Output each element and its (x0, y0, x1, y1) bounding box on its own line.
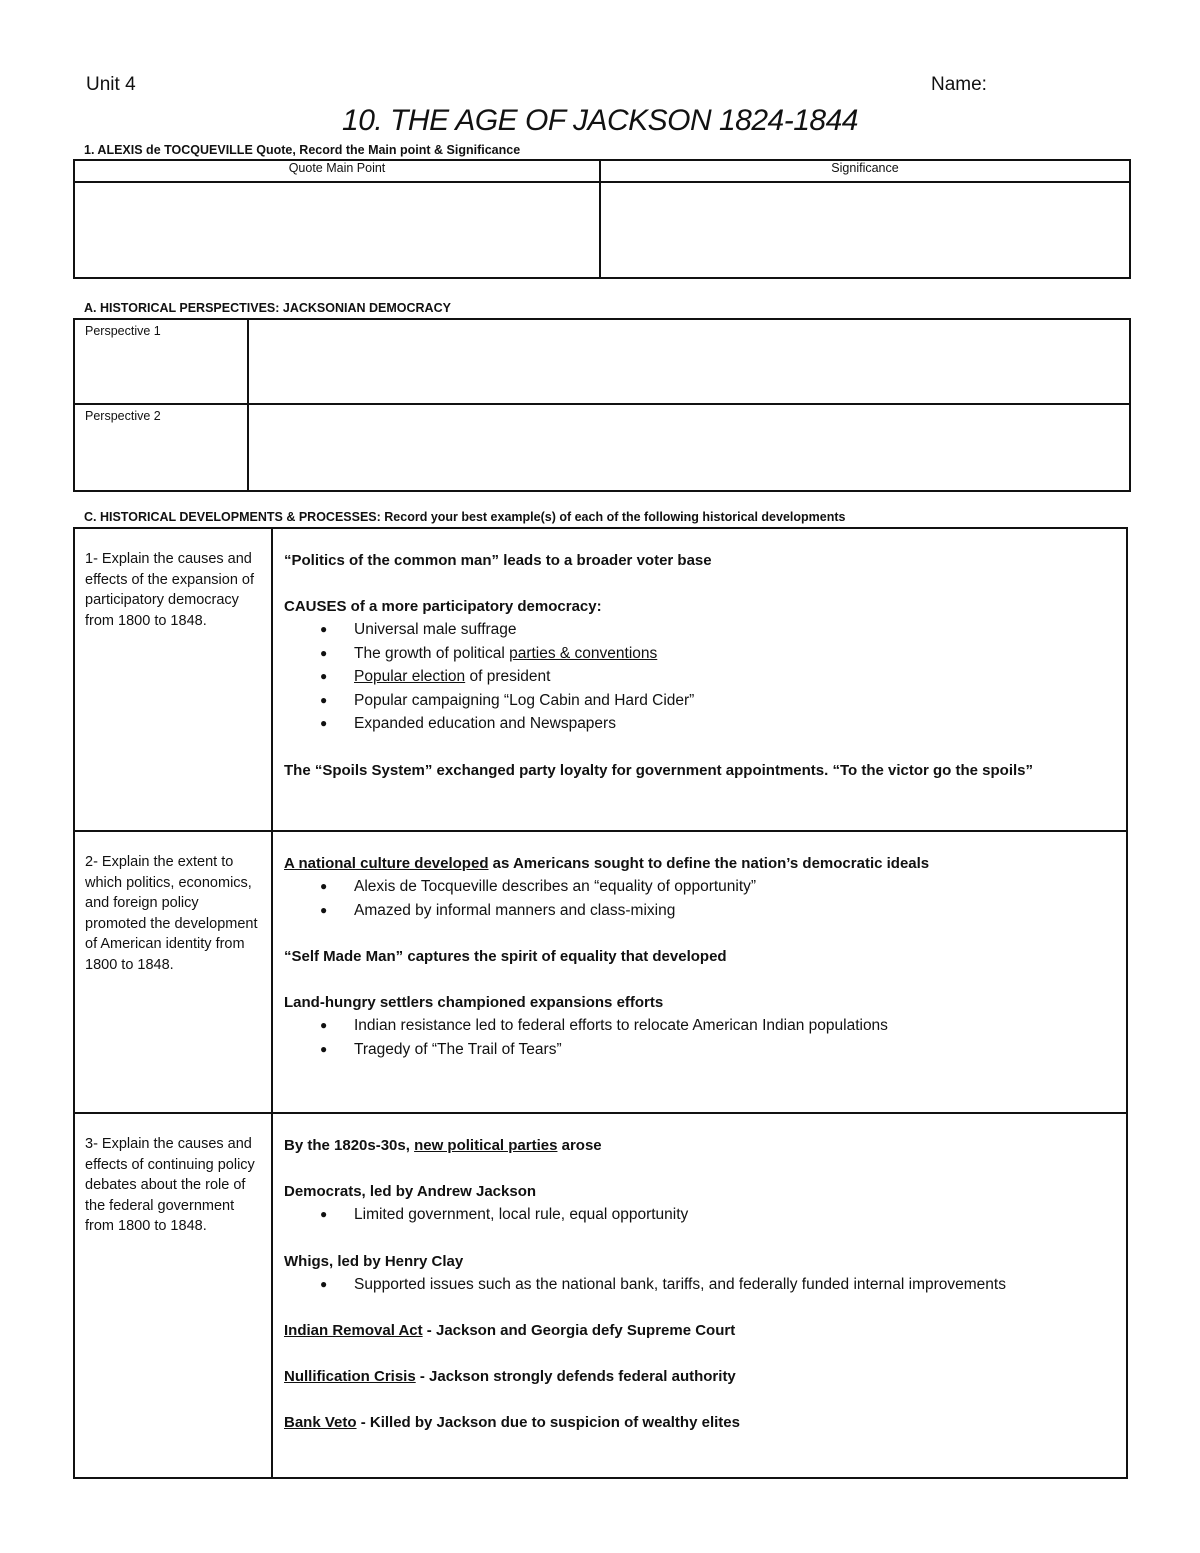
culture-list (284, 875, 1116, 922)
list-item: ● The growth of political parties & conventions (354, 642, 1116, 666)
list-item: ● Amazed by informal manners and class-mixing (354, 899, 1116, 923)
perspectives-table (73, 318, 1131, 492)
list-item: ● Expanded education and Newspapers (354, 712, 1116, 736)
perspective-2-label: Perspective 2 (74, 404, 248, 491)
perspectives-heading: A. HISTORICAL PERSPECTIVES: JACKSONIAN DEMOCRACY (84, 301, 451, 315)
answer-3-lead: By the 1820s-30s, new political parties arose (284, 1137, 602, 1154)
developments-table (73, 527, 1128, 1479)
list-item: ● Alexis de Tocqueville describes an “equality of opportunity” (354, 875, 1116, 899)
answer-3 (272, 1113, 1127, 1478)
answer-1 (272, 528, 1127, 831)
answer-2-selfmade: “Self Made Man” captures the spirit of equality that developed (284, 948, 727, 965)
answer-1-lead: “Politics of the common man” leads to a broader voter base (284, 552, 712, 569)
answer-3-democrats: Democrats, led by Andrew Jackson (284, 1183, 537, 1200)
question-1: 1- Explain the causes and effects of the expansion of participatory democracy from 1800 to 1848. (74, 528, 272, 831)
answer-2 (272, 831, 1127, 1113)
developments-heading: C. HISTORICAL DEVELOPMENTS & PROCESSES: Record your best example(s) of each of the following historical developments (84, 510, 846, 524)
perspective-1-label: Perspective 1 (74, 319, 248, 404)
quote-main-point-cell[interactable] (74, 182, 600, 278)
page-title: 10. THE AGE OF JACKSON 1824-1844 (342, 104, 858, 137)
question-2: 2- Explain the extent to which politics, economics, and foreign policy promoted the development of American identity from 1800 to 1848. (74, 831, 272, 1113)
answer-3-nullification: Nullification Crisis - Jackson strongly defends federal authority (284, 1368, 736, 1385)
list-item: ● Indian resistance led to federal efforts to relocate American Indian populations (354, 1014, 1116, 1038)
answer-3-indian-removal: Indian Removal Act - Jackson and Georgia defy Supreme Court (284, 1322, 736, 1339)
list-item: ● Popular campaigning “Log Cabin and Hard Cider” (354, 689, 1116, 713)
quote-main-point-header: Quote Main Point (74, 160, 600, 182)
list-item: ● Popular election of president (354, 665, 1116, 689)
list-item: ● Universal male suffrage (354, 618, 1116, 642)
perspective-1-cell[interactable] (248, 319, 1130, 404)
perspective-2-cell[interactable] (248, 404, 1130, 491)
answer-1-spoils: The “Spoils System” exchanged party loyalty for government appointments. “To the victor go the spoils” (284, 761, 1034, 779)
answer-1-causes: CAUSES of a more participatory democracy: (284, 598, 602, 615)
answer-2-lead: A national culture developed as Americans sought to define the nation’s democratic ideals (284, 855, 930, 872)
question-3: 3- Explain the causes and effects of continuing policy debates about the role of the federal government from 1800 to 1848. (74, 1113, 272, 1478)
list-item: ● Tragedy of “The Trail of Tears” (354, 1038, 1116, 1062)
whigs-list (284, 1273, 1116, 1297)
answer-3-bank-veto: Bank Veto - Killed by Jackson due to suspicion of wealthy elites (284, 1414, 740, 1431)
answer-2-land: Land-hungry settlers championed expansions efforts (284, 994, 664, 1011)
significance-cell[interactable] (600, 182, 1130, 278)
unit-label: Unit 4 (86, 74, 136, 95)
causes-list (284, 618, 1116, 736)
list-item: ● Supported issues such as the national bank, tariffs, and federally funded internal improvements (354, 1273, 1116, 1297)
answer-3-whigs: Whigs, led by Henry Clay (284, 1252, 464, 1270)
quote-section-heading: 1. ALEXIS de TOCQUEVILLE Quote, Record the Main point & Significance (84, 143, 521, 157)
democrats-list (284, 1203, 1116, 1227)
quote-table (73, 159, 1131, 279)
name-label: Name: (931, 74, 987, 95)
expansion-list (284, 1014, 1116, 1061)
significance-header: Significance (600, 160, 1130, 182)
list-item: ● Limited government, local rule, equal opportunity (354, 1203, 1116, 1227)
